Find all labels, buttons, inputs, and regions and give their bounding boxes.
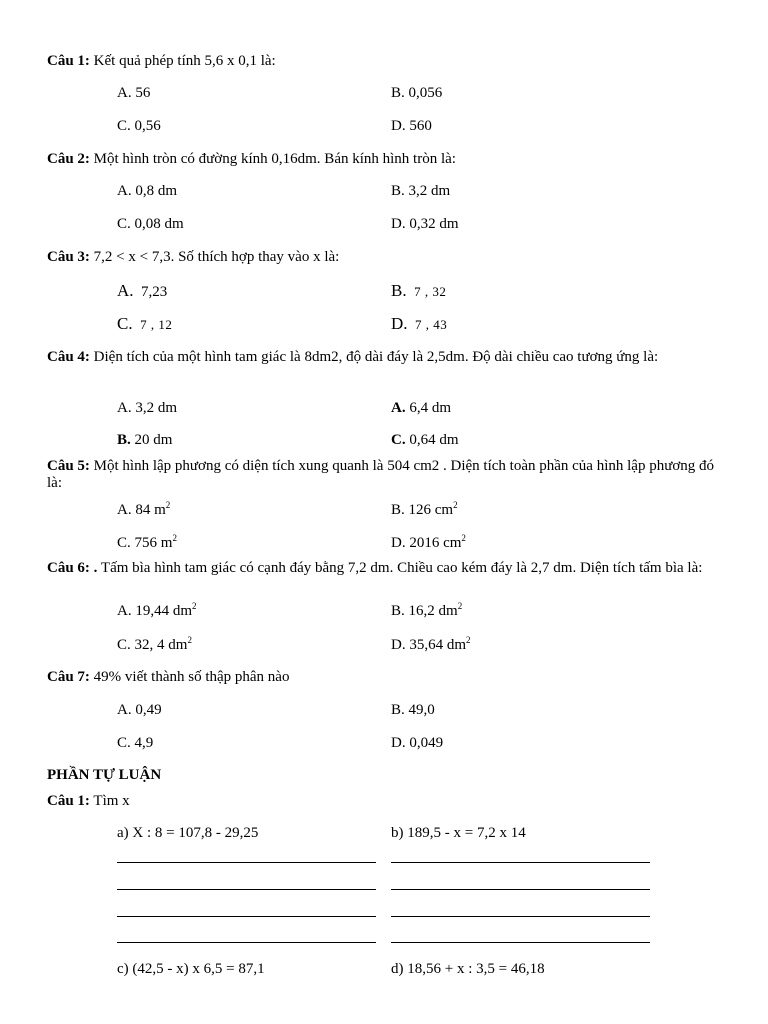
- answer-line: [117, 942, 376, 943]
- option-3a: [117, 282, 167, 301]
- option-5c: [117, 535, 177, 552]
- option-letter: C.: [117, 216, 131, 232]
- option-7c: [117, 735, 153, 752]
- option-letter: B.: [391, 85, 405, 101]
- option-letter: A.: [117, 183, 132, 199]
- option-letter: D.: [391, 535, 406, 551]
- superscript: 2: [461, 533, 466, 543]
- option-value: 0,32 dm: [409, 216, 459, 232]
- option-letter: B.: [391, 183, 405, 199]
- question-label: Câu 5:: [47, 458, 90, 474]
- option-value: 35,64 dm: [409, 637, 467, 653]
- option-value: 20 dm: [134, 432, 173, 448]
- question-5: [47, 458, 727, 492]
- essay-question-1: [47, 793, 727, 810]
- essay-part-b: b) 189,5 - x = 7,2 x 14: [391, 825, 526, 841]
- option-2b: [391, 183, 450, 200]
- option-letter: A.: [391, 400, 406, 416]
- question-3: [47, 249, 727, 266]
- option-letter: A.: [117, 281, 134, 300]
- option-value: 56: [135, 85, 151, 101]
- option-4c: [117, 432, 172, 449]
- option-5a: [117, 502, 170, 519]
- option-6c: [117, 637, 192, 654]
- option-1d: [391, 118, 432, 135]
- option-letter: A.: [117, 400, 132, 416]
- option-value: 7 , 43: [415, 317, 448, 332]
- option-letter: B.: [391, 702, 405, 718]
- option-letter: C.: [117, 314, 133, 333]
- option-value: 560: [409, 118, 432, 134]
- superscript: 2: [457, 601, 463, 611]
- option-value: 84 m: [135, 502, 166, 518]
- answer-line: [117, 862, 376, 863]
- superscript: 2: [466, 635, 471, 645]
- option-1c: [117, 118, 161, 135]
- essay-heading: PHẦN TỰ LUẬN: [47, 767, 162, 783]
- option-value: 0,056: [408, 85, 443, 101]
- superscript: 2: [165, 500, 171, 510]
- option-value: 7 , 12: [140, 317, 173, 332]
- option-letter: A.: [117, 502, 132, 518]
- option-value: 0,56: [134, 118, 161, 134]
- option-7d: [391, 735, 443, 752]
- option-letter: C.: [117, 637, 131, 653]
- option-6d: [391, 637, 471, 654]
- question-text: 7,2 < x < 7,3. Số thích hợp thay vào x là:: [93, 249, 340, 265]
- option-value: 3,2 dm: [135, 400, 178, 416]
- option-letter: B.: [391, 281, 407, 300]
- question-label: Câu 1:: [47, 793, 90, 809]
- answer-line: [117, 916, 376, 917]
- option-7a: [117, 702, 162, 719]
- answer-line: [391, 862, 650, 863]
- option-letter: C.: [117, 118, 131, 134]
- option-value: 3,2 dm: [408, 183, 451, 199]
- option-letter: D.: [391, 216, 406, 232]
- question-label: Câu 4:: [47, 349, 90, 365]
- option-4d: [391, 432, 459, 449]
- option-6b: [391, 603, 462, 620]
- answer-line: [117, 889, 376, 890]
- option-1a: [117, 85, 150, 102]
- answer-line: [391, 889, 650, 890]
- option-letter: D.: [391, 118, 406, 134]
- option-7b: [391, 702, 435, 719]
- option-value: 16,2 dm: [408, 603, 458, 619]
- superscript: 2: [192, 601, 197, 611]
- option-value: 19,44 dm: [135, 603, 193, 619]
- option-letter: A.: [117, 85, 132, 101]
- option-2a: [117, 183, 177, 200]
- question-6: [47, 560, 727, 577]
- option-value: 0,049: [409, 735, 444, 751]
- option-letter: A.: [117, 702, 132, 718]
- option-value: 7,23: [141, 284, 168, 300]
- option-3b: [391, 282, 446, 301]
- option-letter: D.: [391, 314, 408, 333]
- option-value: 0,49: [135, 702, 162, 718]
- option-3d: [391, 315, 447, 334]
- superscript: 2: [453, 500, 458, 510]
- option-1b: [391, 85, 442, 102]
- option-value: 6,4 dm: [409, 400, 452, 416]
- answer-line: [391, 942, 650, 943]
- option-letter: B.: [391, 603, 405, 619]
- option-letter: B.: [391, 502, 405, 518]
- question-text: 49% viết thành số thập phân nào: [93, 669, 290, 685]
- option-letter: C.: [117, 535, 131, 551]
- essay-part-d: d) 18,56 + x : 3,5 = 46,18: [391, 961, 545, 977]
- essay-part-c: c) (42,5 - x) x 6,5 = 87,1: [117, 961, 265, 977]
- option-value: 49,0: [408, 702, 435, 718]
- essay-part-a: a) X : 8 = 107,8 - 29,25: [117, 825, 259, 841]
- option-letter: A.: [117, 603, 132, 619]
- question-label: Câu 1:: [47, 53, 90, 69]
- question-1: [47, 53, 727, 70]
- option-5d: [391, 535, 466, 552]
- option-value: 7 , 32: [414, 284, 447, 299]
- option-4b: [391, 400, 451, 417]
- option-value: 126 cm: [408, 502, 454, 518]
- question-label: Câu 3:: [47, 249, 90, 265]
- question-text: Một hình tròn có đường kính 0,16dm. Bán kính hình tròn là:: [93, 151, 456, 167]
- question-text: Một hình lập phương có diện tích xung quanh là 504 cm2 . Diện tích toàn phần của hình lập phương đó là:: [47, 458, 715, 491]
- question-text: Tấm bìa hình tam giác có cạnh đáy bằng 7,2 dm. Chiều cao kém đáy là 2,7 dm. Diện tích tấm bìa là:: [100, 560, 703, 576]
- question-label: Câu 2:: [47, 151, 90, 167]
- option-value: 0,64 dm: [409, 432, 459, 448]
- option-value: 32, 4 dm: [134, 637, 188, 653]
- option-value: 756 m: [134, 535, 173, 551]
- option-6a: [117, 603, 197, 620]
- answer-line: [391, 916, 650, 917]
- option-2d: [391, 216, 459, 233]
- option-letter: C.: [391, 432, 406, 448]
- option-value: 4,9: [134, 735, 154, 751]
- question-2: [47, 151, 727, 168]
- option-2c: [117, 216, 184, 233]
- question-text: Tìm x: [93, 793, 130, 809]
- option-letter: D.: [391, 735, 406, 751]
- option-5b: [391, 502, 458, 519]
- question-label: Câu 6: .: [47, 560, 98, 576]
- option-letter: C.: [117, 735, 131, 751]
- option-3c: [117, 315, 172, 334]
- option-value: 0,08 dm: [134, 216, 184, 232]
- option-value: 0,8 dm: [135, 183, 178, 199]
- question-7: [47, 669, 727, 686]
- question-label: Câu 7:: [47, 669, 90, 685]
- superscript: 2: [187, 635, 192, 645]
- question-text: Diện tích của một hình tam giác là 8dm2, độ dài đáy là 2,5dm. Độ dài chiều cao tương ứng là:: [93, 349, 659, 365]
- option-value: 2016 cm: [409, 535, 462, 551]
- question-text: Kết quả phép tính 5,6 x 0,1 là:: [93, 53, 276, 69]
- question-4: [47, 349, 727, 366]
- option-4a: [117, 400, 177, 417]
- option-letter: D.: [391, 637, 406, 653]
- superscript: 2: [172, 533, 177, 543]
- option-letter: B.: [117, 432, 131, 448]
